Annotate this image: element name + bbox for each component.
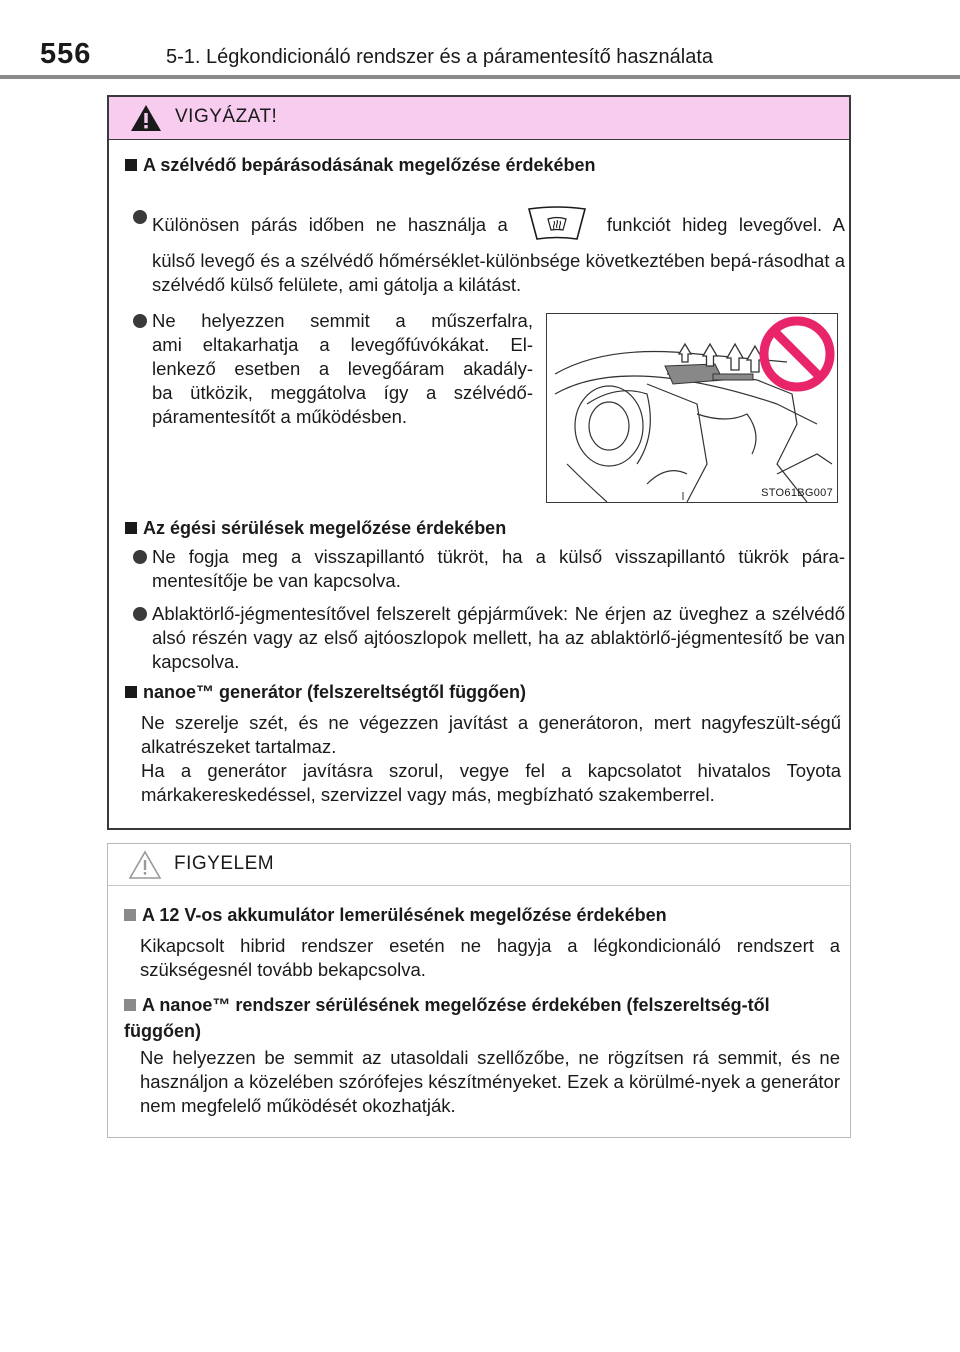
caution-section3-heading: nanoe™ generátor (felszereltségtől függően)	[125, 679, 526, 705]
bullet-dot-icon	[133, 314, 147, 328]
notice-section1-para: Kikapcsolt hibrid rendszer esetén ne hagyja a légkondicionáló rendszert a szükségesnél tovább bekapcsolva.	[140, 935, 840, 980]
section-title: 5-1. Légkondicionáló rendszer és a páramentesítő használata	[166, 46, 714, 68]
warning-icon	[129, 103, 163, 133]
caution-section3-para2: Ha a generátor javításra szorul, vegye fel a kapcsolatot hivatalos Toyota márkakereskedéssel, szervizzel vagy más, megbízható szakemberrel.	[141, 760, 841, 805]
bullet-dot-icon	[133, 550, 147, 564]
square-bullet-icon	[124, 909, 136, 921]
dashboard-drawing	[547, 314, 837, 502]
notice-label: FIGYELEM	[174, 853, 275, 874]
square-bullet-icon	[125, 686, 137, 698]
caution-section2-bullet2: Ablaktörlő-jégmentesítővel felszerelt gépjárművek: Ne érjen az üveghez a szélvédő alsó részén vagy az első ajtóoszlopok mellett, ha az ablaktörlő-jégmentesítő be van kapcsolva.	[133, 602, 845, 674]
caution-header	[109, 97, 849, 140]
bullet-dot-icon	[133, 607, 147, 621]
caution-section1-bullet2: Ne helyezzen semmit a műszerfalra, ami eltakarhatja a levegőfúvókákat. El- lenkező esetben a levegőáram akadály- ba ütközik, meggátolva így a szélvédő- páramentesítőt a működésben.	[133, 309, 533, 429]
square-bullet-icon	[125, 522, 137, 534]
prohibition-icon	[764, 321, 830, 387]
notice-box	[107, 843, 851, 1138]
windshield-defroster-icon	[525, 205, 589, 243]
square-bullet-icon	[125, 159, 137, 171]
caution-section3-para1: Ne szerelje szét, és ne végezzen javítást a generátoron, mert nagyfeszült-ségű alkatrészeket tartalmaz.	[141, 712, 841, 757]
warning-outline-icon	[128, 850, 162, 880]
page-header	[0, 0, 960, 80]
square-bullet-icon	[124, 999, 136, 1011]
caution-section2-heading: Az égési sérülések megelőzése érdekében	[125, 515, 506, 541]
page-number: 556	[40, 38, 92, 70]
illustration-code: STO61BG007	[761, 487, 833, 499]
notice-header	[108, 844, 850, 886]
header-rule	[0, 75, 960, 79]
dashboard-illustration	[546, 313, 838, 503]
caution-section2-bullet1: Ne fogja meg a visszapillantó tükröt, ha a külső visszapillantó tükrök pára-mentesítője be van kapcsolva.	[133, 545, 845, 593]
bullet-dot-icon	[133, 210, 147, 224]
notice-section2-para: Ne helyezzen be semmit az utasoldali szellőzőbe, ne rögzítsen rá semmit, és ne használjon a közelében szórófejes készítményeket. Ezek a körülmé-nyek a generátor nem megfelelő működését okozhatják.	[140, 1047, 840, 1116]
caution-label: VIGYÁZAT!	[175, 106, 278, 127]
notice-section2-heading: A nanoe™ rendszer sérülésének megelőzése érdekében (felszereltség-től függően)	[124, 995, 770, 1041]
caution-box	[107, 95, 851, 830]
notice-section1-heading: A 12 V-os akkumulátor lemerülésének megelőzése érdekében	[124, 902, 667, 928]
caution-section1-bullet1: Különösen párás időben ne használja a funkciót hideg levegővel. A külső levegő és a szélvédő hőmérséklet-különbsége következtében bepá-rásodhat a szélvédő külső felülete, ami gátolja a kilátást.	[133, 205, 845, 297]
caution-section1-heading: A szélvédő bepárásodásának megelőzése érdekében	[125, 152, 596, 178]
